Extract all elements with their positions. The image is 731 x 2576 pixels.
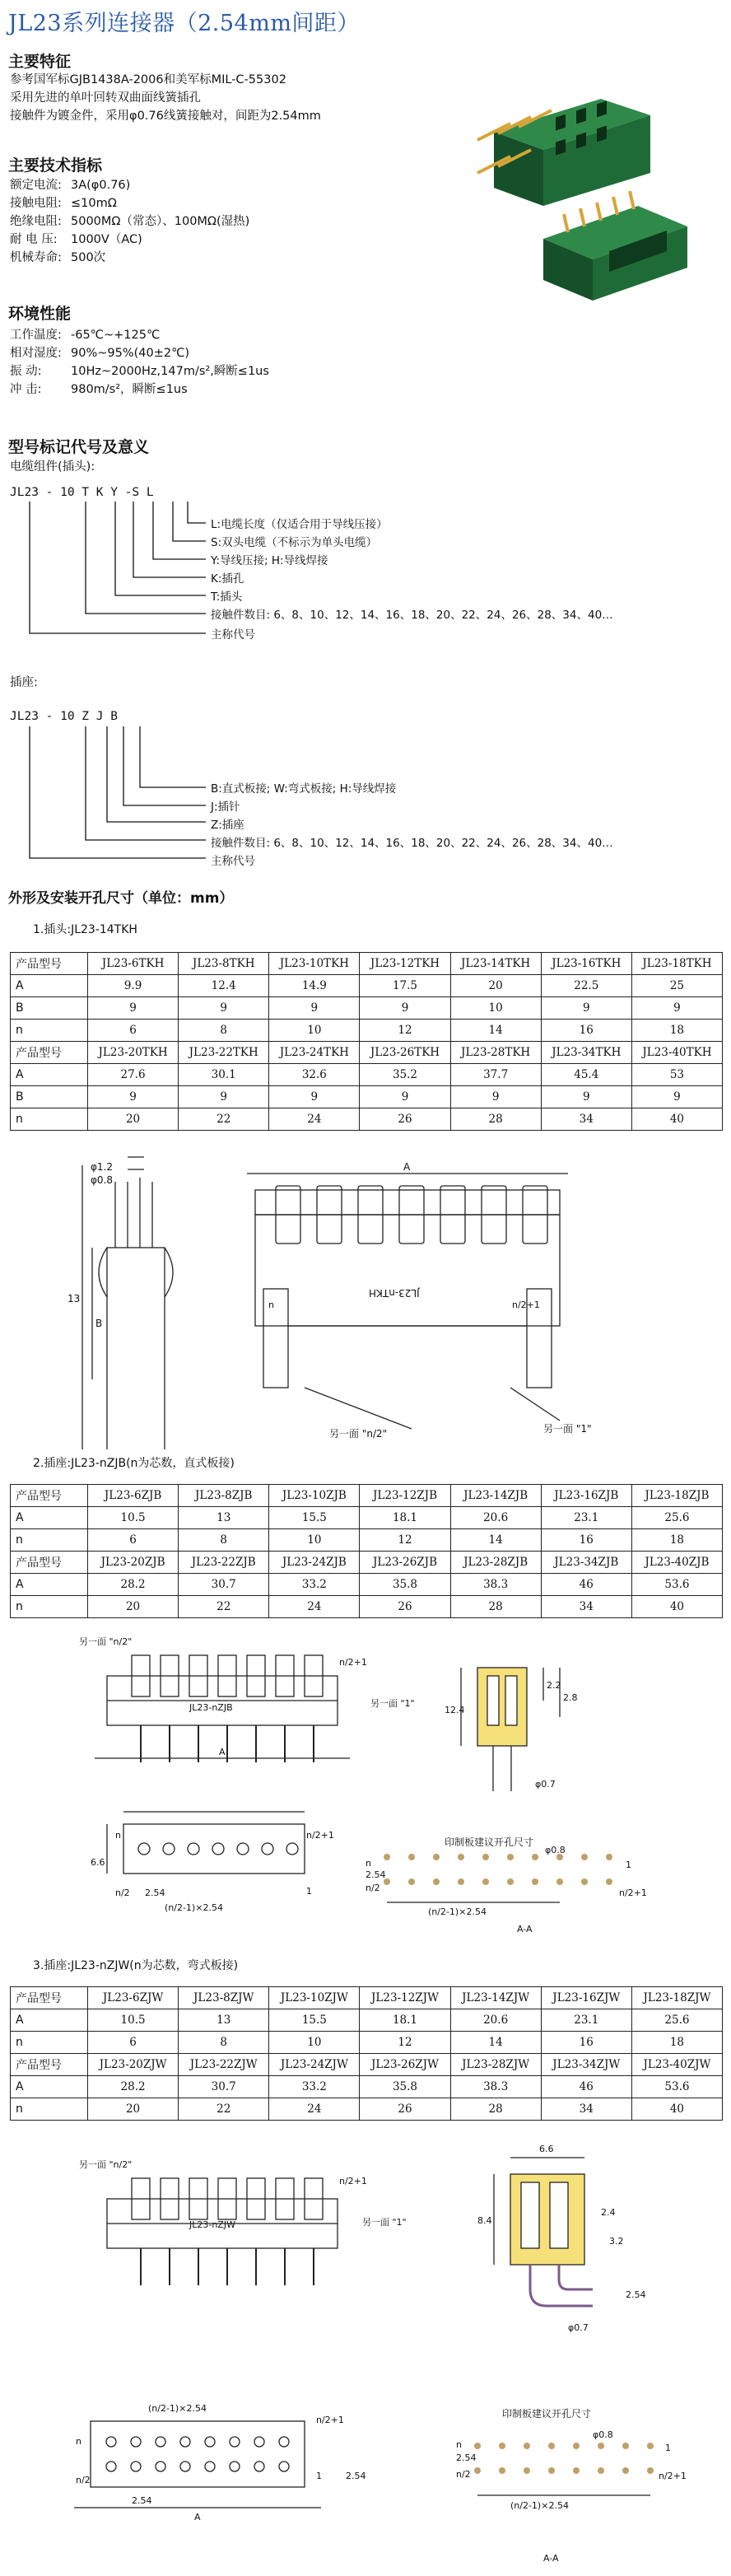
value-cell: 24 [269,1596,360,1618]
row-label-cell: n [11,1596,88,1618]
value-cell: 9 [179,1086,269,1108]
row-label-cell: 产品型号 [11,1485,88,1507]
value-cell: 20.6 [450,2009,541,2032]
value-cell: JL23-20ZJB [88,1552,179,1574]
row-label-cell: A [11,1574,88,1596]
ss-other-1: 另一面 "1" [370,1698,415,1709]
row-label-cell: 产品型号 [11,1552,88,1574]
row-label-cell: A [11,975,88,997]
row-label-cell: A [11,1507,88,1529]
ss-nb: n [366,1858,371,1869]
plug-side-body [107,1248,165,1449]
value-cell: 20.6 [450,1507,541,1529]
rs-part: JL23-nZJW [189,2219,235,2230]
value-cell: 53.6 [631,1574,722,1596]
value-cell: JL23-22TKH [179,1042,269,1064]
row-label-cell: 产品型号 [11,953,88,975]
socket-desc-b: B:直式板接; W:弯式板接; H:导线焊接 [211,782,397,796]
value-cell: 33.2 [269,2076,360,2098]
value-cell: 20 [88,1108,179,1131]
sec1-caption: 1.插头:JL23-14TKH [33,923,137,936]
value-cell: 35.2 [360,1064,450,1086]
table-row [11,1064,723,1086]
env-row: 相对湿度: 90%~95%(40±2℃) [10,347,190,360]
value-cell: 40 [631,1108,722,1131]
value-cell: JL23-20ZJW [88,2054,179,2076]
plug-desc-count: 接触件数目: 6、8、10、12、14、16、18、20、22、24、26、28、34、40… [211,609,613,622]
tech-heading: 主要技术指标 [8,156,103,175]
env-row: 工作温度: -65℃~+125℃ [10,329,161,342]
rs-d254: 2.54 [626,2289,646,2300]
value-cell: JL23-14ZJB [450,1485,541,1507]
ss-n21c: n/2+1 [619,1888,647,1898]
row-label-cell: n [11,1020,88,1042]
plug-desc-t: T:插头 [211,590,243,604]
value-cell: 9 [450,1086,541,1108]
value-cell: 10 [269,1529,360,1552]
dims-heading: 外形及安装开孔尺寸（单位：mm） [8,890,234,907]
value-cell: 22 [179,2098,269,2121]
plug-photo [477,99,650,206]
value-cell: 8 [179,2032,269,2054]
table-row [11,2054,723,2076]
rs-nb: n [456,2439,462,2450]
table-row [11,2009,723,2032]
row-label-cell: A [11,2076,88,2098]
straight-socket-table [10,1484,723,1618]
value-cell: 26 [360,1108,450,1131]
rs-d32: 3.2 [609,2236,624,2247]
tech-row: 绝缘电阻: 5000MΩ（常态）、100MΩ(湿热) [10,215,250,228]
value-cell: JL23-18ZJB [631,1485,722,1507]
plug-other-1: 另一面 "1" [543,1423,592,1435]
value-cell: 13 [179,2009,269,2032]
value-cell: 22 [179,1108,269,1131]
table-row [11,1552,723,1574]
value-cell: JL23-22ZJB [179,1552,269,1574]
sec2-caption: 2.插座:JL23-nZJB(n为芯数，直式板接) [33,1457,235,1470]
value-cell: JL23-18ZJW [631,1987,722,2009]
value-cell: JL23-40ZJW [631,2054,722,2076]
table-row [11,1485,723,1507]
value-cell: 16 [541,1529,631,1552]
value-cell: 9 [360,997,450,1020]
plug-dim-a: A [403,1161,411,1173]
ss-pitch2: (n/2-1)×2.54 [428,1906,487,1917]
page-title: JL23系列连接器（2.54mm间距） [8,11,360,36]
plug-dimension-table [10,952,723,1131]
value-cell: 17.5 [360,975,450,997]
value-cell: 9 [541,1086,631,1108]
row-label-cell: 产品型号 [11,2054,88,2076]
value-cell: JL23-12ZJB [360,1485,450,1507]
value-cell: 18.1 [360,1507,450,1529]
rs-n2b: n/2 [456,2469,471,2480]
ss-d22: 2.2 [547,1680,561,1691]
plug-phi1: φ1.2 [91,1161,113,1173]
env-row: 冲 击: 980m/s²，瞬断≤1us [10,383,188,396]
value-cell: JL23-24ZJW [269,2054,360,2076]
ss-a: A [219,1747,226,1757]
value-cell: 14 [450,1529,541,1552]
plug-dim-b: B [95,1318,103,1329]
rs-d66: 6.6 [539,2144,554,2154]
value-cell: 18 [631,1529,722,1552]
value-cell: 9 [88,997,179,1020]
ss-d124: 12.4 [445,1705,465,1715]
value-cell: 10 [269,2032,360,2054]
value-cell: 38.3 [450,1574,541,1596]
rs-d254d: 2.54 [346,2471,366,2481]
value-cell: 9 [179,997,269,1020]
table-row [11,1987,723,2009]
value-cell: 6 [88,1529,179,1552]
feature-line: 参考国军标GJB1438A-2006和美军标MIL-C-55302 [10,73,286,86]
plug-desc-s: S:双头电缆（不标示为单头电缆） [211,536,378,549]
right-angle-socket-table [10,1986,723,2121]
value-cell: JL23-34ZJB [541,1552,631,1574]
rs-n21c: n/2+1 [659,2471,687,2481]
value-cell: 10 [269,1020,360,1042]
value-cell: 18 [631,2032,722,2054]
row-label-cell: n [11,2032,88,2054]
value-cell: 28 [450,1108,541,1131]
value-cell: JL23-12TKH [360,953,450,975]
value-cell: 6 [88,1020,179,1042]
rs-n2: n/2 [76,2475,91,2485]
plug-drawing [0,1141,731,1449]
features-heading: 主要特征 [8,53,72,71]
value-cell: 40 [631,2098,722,2121]
rs-aa: A-A [543,2553,559,2564]
value-cell: 33.2 [269,1574,360,1596]
table-row [11,1596,723,1618]
plug-dim-13: 13 [68,1293,81,1304]
value-cell: 38.3 [450,2076,541,2098]
value-cell: 12 [360,2032,450,2054]
rs-d84: 8.4 [477,2215,492,2226]
plug-pin-n21: n/2+1 [512,1300,540,1310]
plug-title: 电缆组件(插头): [10,460,95,474]
row-label-cell: n [11,1529,88,1552]
rs-pitch2: (n/2-1)×2.54 [510,2500,569,2511]
value-cell: JL23-26TKH [360,1042,450,1064]
value-cell: 46 [541,2076,631,2098]
row-label-cell: 产品型号 [11,1987,88,2009]
tech-list [10,176,249,267]
socket-desc-main: 主称代号 [211,855,255,868]
value-cell: 28.2 [88,1574,179,1596]
value-cell: 22.5 [541,975,631,997]
value-cell: 40 [631,1596,722,1618]
value-cell: 14 [450,1020,541,1042]
ss-other-n2: 另一面 "n/2" [79,1636,133,1647]
row-label-cell: A [11,1064,88,1086]
socket-photo [543,191,687,301]
rs-n: n [76,2436,81,2447]
value-cell: 53 [631,1064,722,1086]
rs-d254c: 2.54 [456,2452,477,2463]
ss-pitch: (n/2-1)×2.54 [165,1902,223,1913]
ss-phi: φ0.8 [545,1845,566,1855]
ss-n2b: n/2 [366,1883,380,1893]
value-cell: 20 [88,1596,179,1618]
value-cell: 25.6 [631,1507,722,1529]
table-row [11,997,723,1020]
value-cell: 34 [541,1596,631,1618]
rs-other-n2: 另一面 "n/2" [79,2159,133,2170]
row-label-cell: 产品型号 [11,1042,88,1064]
value-cell: 32.6 [269,1064,360,1086]
ss-phi07: φ0.7 [535,1779,556,1790]
value-cell: 34 [541,2098,631,2121]
row-label-cell: B [11,997,88,1020]
value-cell: JL23-26ZJB [360,1552,450,1574]
value-cell: JL23-40ZJB [631,1552,722,1574]
value-cell: 53.6 [631,2076,722,2098]
value-cell: 16 [541,2032,631,2054]
env-heading: 环境性能 [8,305,72,323]
value-cell: JL23-22ZJW [179,2054,269,2076]
value-cell: 18.1 [360,2009,450,2032]
value-cell: 14.9 [269,975,360,997]
value-cell: 20 [88,2098,179,2121]
table-row [11,1042,723,1064]
value-cell: 23.1 [541,1507,631,1529]
value-cell: 30.7 [179,2076,269,2098]
value-cell: JL23-8ZJW [179,1987,269,2009]
value-cell: 26 [360,2098,450,2121]
tech-row: 耐 电 压: 1000V（AC) [10,233,142,246]
value-cell: JL23-24TKH [269,1042,360,1064]
value-cell: JL23-10ZJW [269,1987,360,2009]
value-cell: 18 [631,1020,722,1042]
env-list [10,326,269,399]
value-cell: JL23-28ZJB [450,1552,541,1574]
value-cell: JL23-20TKH [88,1042,179,1064]
value-cell: JL23-34TKH [541,1042,631,1064]
product-photo [461,82,723,305]
socket-code: JL23 - 10 Z J B [10,710,118,723]
row-label-cell: A [11,2009,88,2032]
value-cell: JL23-28TKH [450,1042,541,1064]
value-cell: JL23-8ZJB [179,1485,269,1507]
value-cell: 12 [360,1529,450,1552]
right-angle-socket-drawing [0,2133,731,2574]
feature-line: 接触件为镀金件，采用φ0.76线簧接触对，间距为2.54mm [10,110,321,123]
features-list [10,71,321,125]
socket-title: 插座: [10,676,38,689]
ss-pcb-title: 印制板建议开孔尺寸 [445,1836,534,1848]
ss-n: n [115,1830,121,1841]
plug-desc-main: 主称代号 [211,628,255,642]
value-cell: JL23-14ZJW [450,1987,541,2009]
rs-oneb: 1 [665,2443,671,2453]
table-row [11,1507,723,1529]
value-cell: 9 [88,1086,179,1108]
plug-phi2: φ0.8 [91,1174,113,1186]
value-cell: 16 [541,1020,631,1042]
table-row [11,1574,723,1596]
value-cell: 27.6 [88,1064,179,1086]
value-cell: JL23-28ZJW [450,2054,541,2076]
ss-n2: n/2 [115,1888,130,1898]
ss-n21b: n/2+1 [306,1830,334,1841]
plug-desc-y: Y:导线压接; H:导线焊接 [211,554,328,567]
value-cell: JL23-40TKH [631,1042,722,1064]
ss-part: JL23-nZJB [189,1702,233,1713]
feature-line: 采用先进的单叶回转双曲面线簧插孔 [10,91,201,105]
value-cell: 28 [450,2098,541,2121]
env-row: 振 动: 10Hz~2000Hz,147m/s²,瞬断≤1us [10,365,269,378]
value-cell: 23.1 [541,2009,631,2032]
table-row [11,1108,723,1131]
value-cell: 35.8 [360,1574,450,1596]
table-row [11,2098,723,2121]
value-cell: 12.4 [179,975,269,997]
value-cell: JL23-18TKH [631,953,722,975]
ss-n21: n/2+1 [339,1657,367,1668]
value-cell: 30.1 [179,1064,269,1086]
rs-other-1: 另一面 "1" [362,2217,407,2228]
ss-one: 1 [306,1886,312,1897]
table-row [11,953,723,975]
ss-d66: 6.6 [91,1857,105,1868]
value-cell: 9 [631,1086,722,1108]
value-cell: 15.5 [269,2009,360,2032]
value-cell: 46 [541,1574,631,1596]
value-cell: JL23-8TKH [179,953,269,975]
ss-d28: 2.8 [563,1692,578,1703]
value-cell: JL23-24ZJB [269,1552,360,1574]
value-cell: 9 [360,1086,450,1108]
value-cell: JL23-6ZJB [88,1485,179,1507]
plug-code: JL23 - 10 T K Y -S L [10,486,154,499]
rs-d254b: 2.54 [132,2495,152,2506]
value-cell: 9 [269,997,360,1020]
value-cell: JL23-26ZJW [360,2054,450,2076]
rs-n21: n/2+1 [339,2176,367,2186]
value-cell: 25 [631,975,722,997]
value-cell: 26 [360,1596,450,1618]
tech-row: 接触电阻: ≤10mΩ [10,197,117,210]
value-cell: 12 [360,1020,450,1042]
rs-n21b: n/2+1 [316,2415,344,2425]
ss-d254: 2.54 [145,1888,165,1898]
rs-phi07: φ0.7 [568,2322,589,2333]
value-cell: JL23-16TKH [541,953,631,975]
value-cell: 6 [88,2032,179,2054]
ss-oneb: 1 [626,1860,631,1870]
ss-d254b: 2.54 [366,1869,386,1880]
rs-a: A [194,2512,201,2522]
tech-row: 额定电流: 3A(φ0.76) [10,179,131,192]
table-row [11,1020,723,1042]
table-row [11,2076,723,2098]
plug-pin-n: n [268,1300,274,1310]
plug-desc-k: K:插孔 [211,572,244,586]
value-cell: JL23-6ZJW [88,1987,179,2009]
value-cell: JL23-16ZJB [541,1485,631,1507]
value-cell: JL23-10TKH [269,953,360,975]
plug-part-label: JL23-nTKH [369,1287,420,1299]
table-row [11,975,723,997]
row-label-cell: n [11,2098,88,2121]
value-cell: 28.2 [88,2076,179,2098]
table-row [11,1529,723,1552]
value-cell: 35.8 [360,2076,450,2098]
row-label-cell: n [11,1108,88,1131]
table-row [11,2032,723,2054]
value-cell: JL23-14TKH [450,953,541,975]
value-cell: 34 [541,1108,631,1131]
plug-other-n2: 另一面 "n/2" [329,1428,388,1440]
rs-d24: 2.4 [601,2207,616,2218]
socket-desc-j: J:插针 [211,800,240,814]
value-cell: 45.4 [541,1064,631,1086]
model-heading: 型号标记代号及意义 [8,438,150,456]
value-cell: 9.9 [88,975,179,997]
socket-desc-z: Z:插座 [211,819,244,832]
value-cell: JL23-6TKH [88,953,179,975]
value-cell: 8 [179,1529,269,1552]
value-cell: 20 [450,975,541,997]
value-cell: 13 [179,1507,269,1529]
rs-pcb-title: 印制板建议开孔尺寸 [502,2408,592,2420]
value-cell: 24 [269,1108,360,1131]
sec3-caption: 3.插座:JL23-nZJW(n为芯数，弯式板接) [33,1959,239,1972]
tech-row: 机械寿命: 500次 [10,251,106,264]
ss-aa: A-A [517,1924,533,1934]
row-label-cell: B [11,1086,88,1108]
rs-pitch: (n/2-1)×2.54 [148,2403,207,2414]
value-cell: 10.5 [88,1507,179,1529]
value-cell: 8 [179,1020,269,1042]
socket-desc-count: 接触件数目: 6、8、10、12、14、16、18、20、22、24、26、28、34、40… [211,837,613,850]
value-cell: 15.5 [269,1507,360,1529]
value-cell: 25.6 [631,2009,722,2032]
value-cell: 30.7 [179,1574,269,1596]
value-cell: 9 [631,997,722,1020]
value-cell: 28 [450,1596,541,1618]
plug-desc-l: L:电缆长度（仅适合用于导线压接） [211,518,388,531]
value-cell: 9 [541,997,631,1020]
value-cell: 10.5 [88,2009,179,2032]
value-cell: 24 [269,2098,360,2121]
value-cell: 37.7 [450,1064,541,1086]
table-row [11,1086,723,1108]
value-cell: JL23-10ZJB [269,1485,360,1507]
value-cell: 10 [450,997,541,1020]
value-cell: 9 [269,1086,360,1108]
value-cell: JL23-16ZJW [541,1987,631,2009]
rs-one: 1 [316,2471,322,2481]
rs-phi: φ0.8 [593,2429,613,2440]
value-cell: 22 [179,1596,269,1618]
value-cell: JL23-34ZJW [541,2054,631,2076]
value-cell: 14 [450,2032,541,2054]
value-cell: JL23-12ZJW [360,1987,450,2009]
